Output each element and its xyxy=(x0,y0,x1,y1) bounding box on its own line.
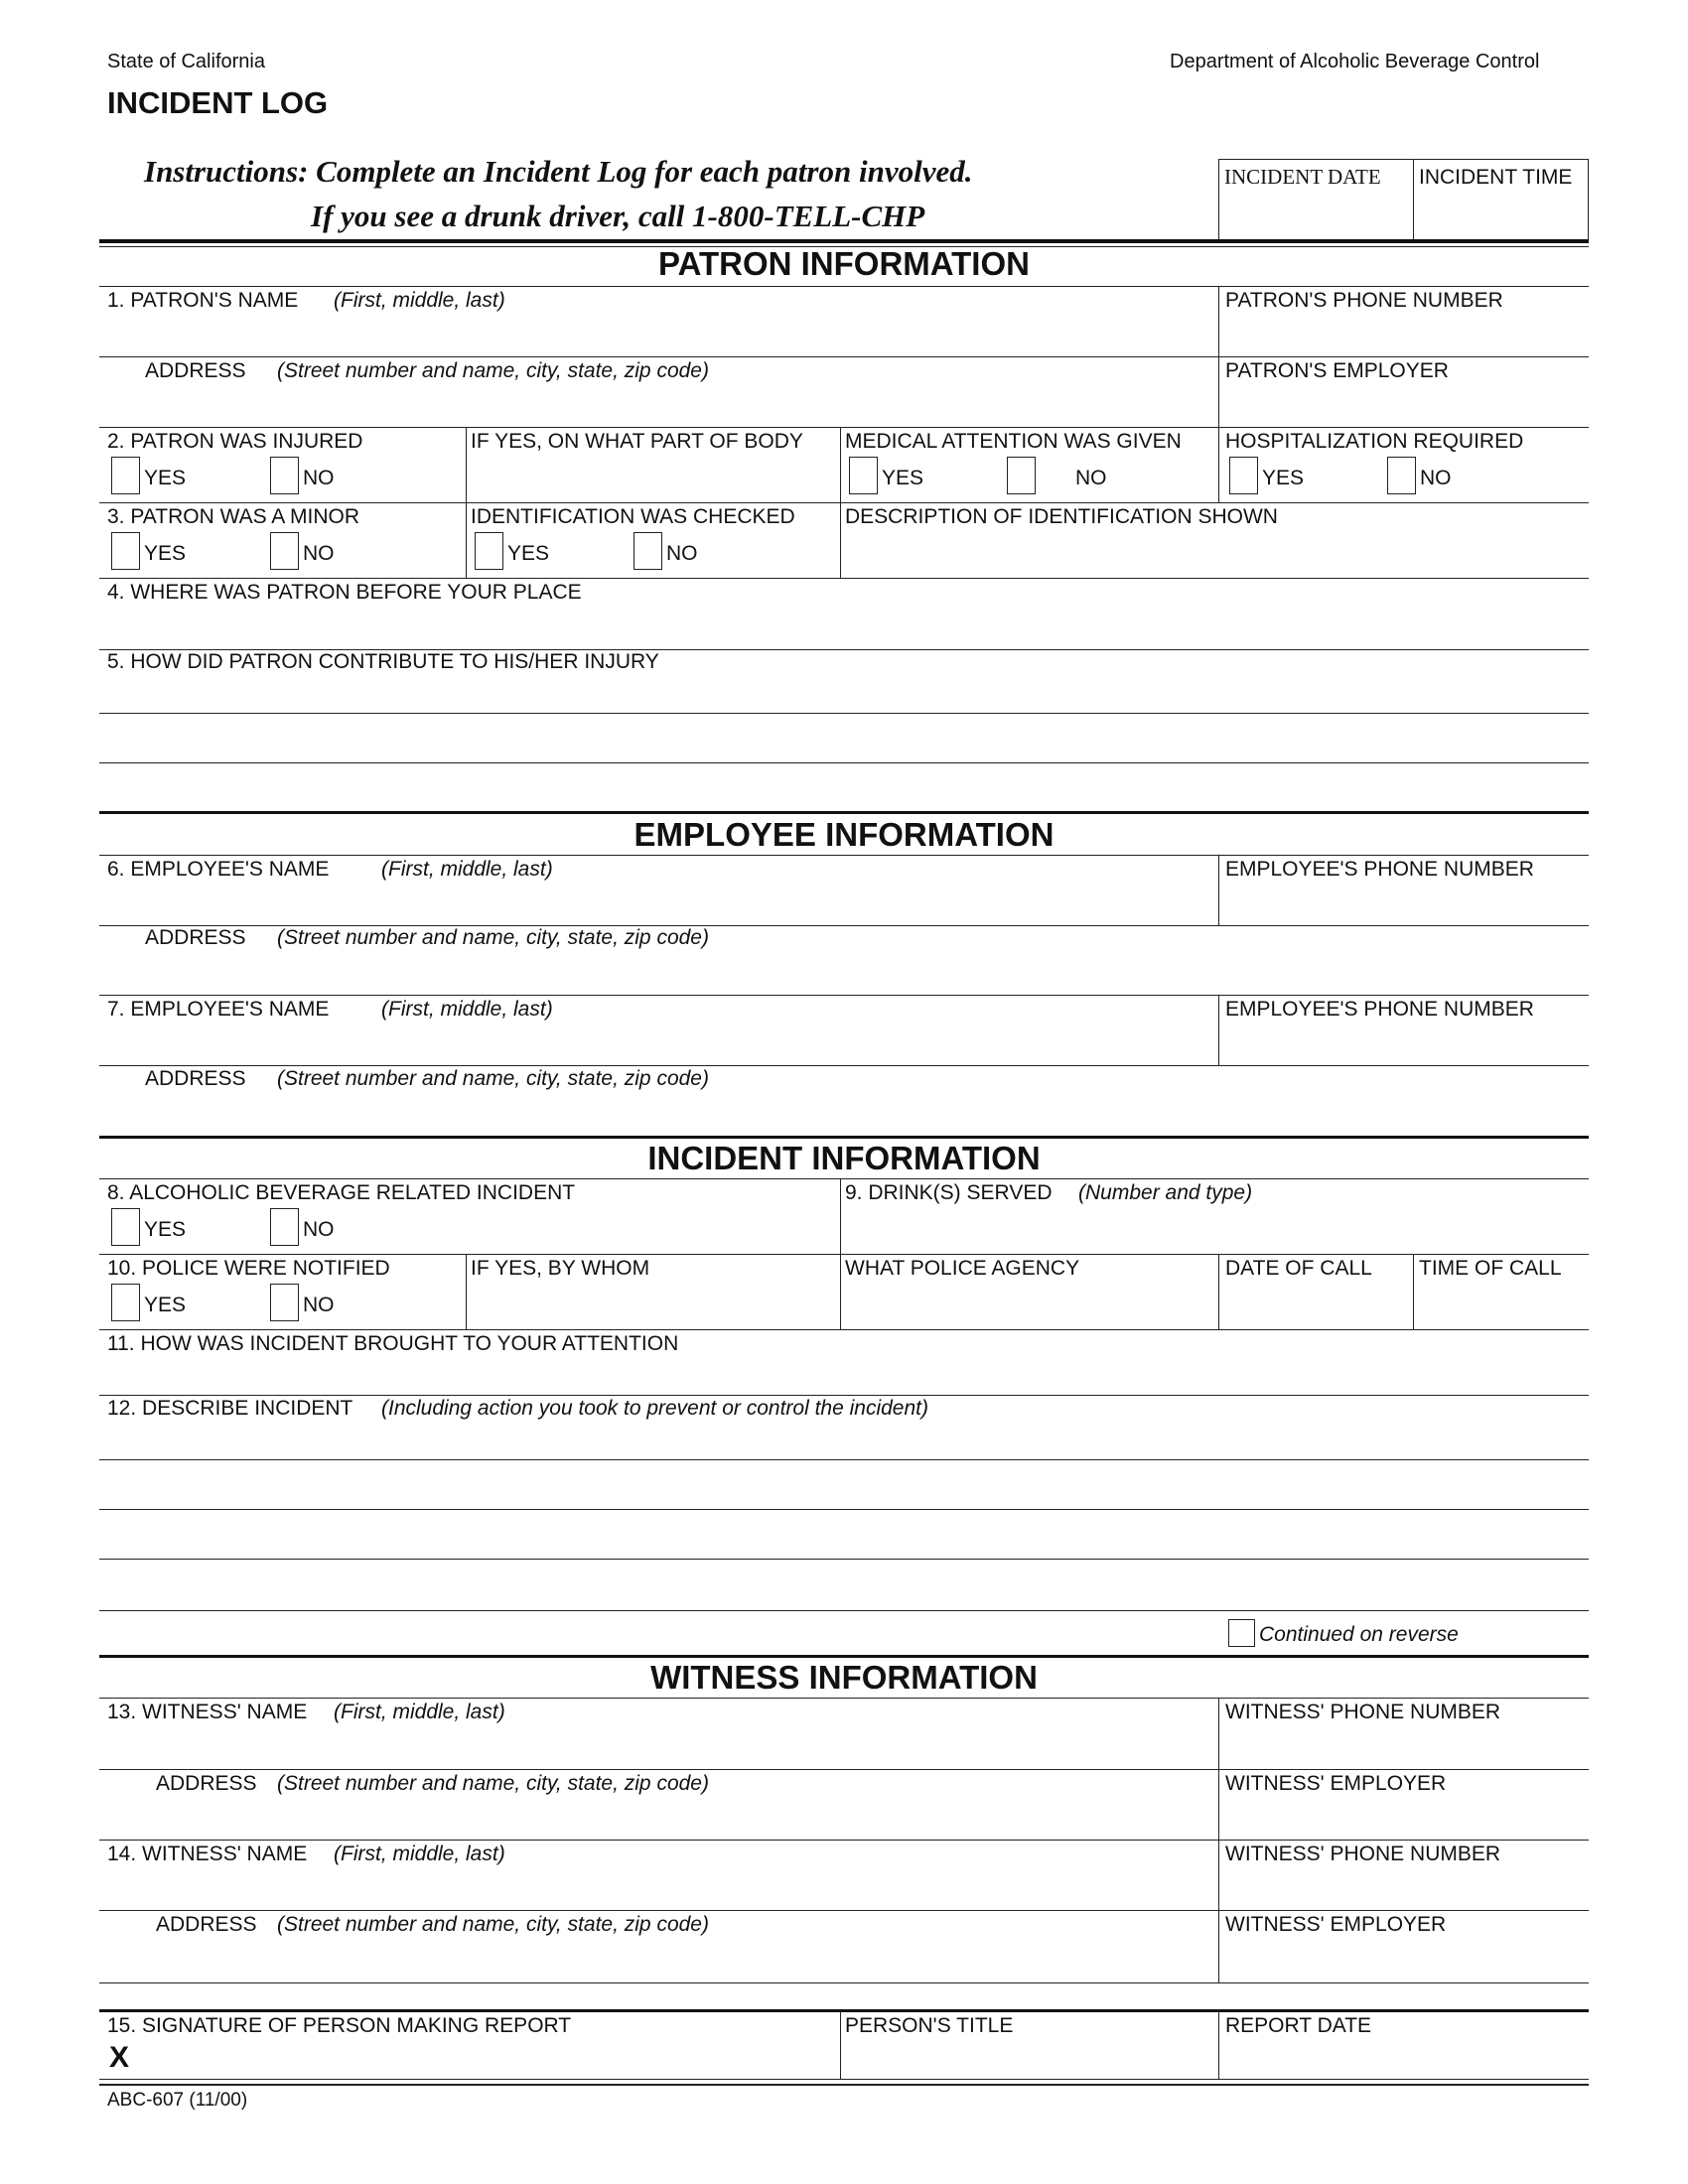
id-checked-label: IDENTIFICATION WAS CHECKED xyxy=(471,505,795,528)
witness2-address-hint: (Street number and name, city, state, zip code) xyxy=(277,1913,709,1936)
patron-injured-no-checkbox[interactable] xyxy=(270,457,299,494)
yes-label: YES xyxy=(144,467,187,489)
witness2-address-field[interactable] xyxy=(99,1938,1216,1979)
employee-section-heading: EMPLOYEE INFORMATION xyxy=(633,816,1055,853)
id-checked-no-checkbox[interactable] xyxy=(633,532,662,570)
hospital-no-checkbox[interactable] xyxy=(1387,457,1416,494)
continued-on-reverse-checkbox[interactable] xyxy=(1228,1619,1255,1647)
brought-attention-field[interactable] xyxy=(99,1357,1588,1393)
incident-time-label: INCIDENT TIME xyxy=(1419,166,1573,189)
police-no-checkbox[interactable] xyxy=(270,1284,299,1321)
hospitalization-label: HOSPITALIZATION REQUIRED xyxy=(1225,430,1524,453)
report-date-label: REPORT DATE xyxy=(1225,2014,1372,2037)
date-of-call-field[interactable] xyxy=(1220,1282,1411,1327)
employee2-phone-field[interactable] xyxy=(1220,1022,1588,1063)
describe-incident-label: 12. DESCRIBE INCIDENT xyxy=(107,1397,353,1420)
patron-injured-label: 2. PATRON WAS INJURED xyxy=(107,430,363,453)
patron-address-label: ADDRESS xyxy=(145,359,246,382)
patron-phone-label: PATRON'S PHONE NUMBER xyxy=(1225,289,1503,312)
patron-section-heading: PATRON INFORMATION xyxy=(658,245,1030,282)
section-rule xyxy=(99,1136,1589,1139)
witness2-name-hint: (First, middle, last) xyxy=(334,1843,505,1865)
incident-date-label: INCIDENT DATE xyxy=(1224,165,1381,189)
date-of-call-label: DATE OF CALL xyxy=(1225,1257,1372,1280)
id-description-field[interactable] xyxy=(842,530,1588,576)
section-rule xyxy=(99,2009,1589,2012)
employee2-address-label: ADDRESS xyxy=(145,1067,246,1090)
witness1-name-hint: (First, middle, last) xyxy=(334,1701,505,1723)
witness1-phone-field[interactable] xyxy=(1220,1725,1588,1767)
signature-label: 15. SIGNATURE OF PERSON MAKING REPORT xyxy=(107,2014,572,2037)
yes-label: YES xyxy=(507,542,550,565)
person-title-field[interactable] xyxy=(842,2039,1216,2077)
no-label: NO xyxy=(303,467,335,489)
patron-name-label: 1. PATRON'S NAME xyxy=(107,289,299,312)
employee2-address-hint: (Street number and name, city, state, zip code) xyxy=(277,1067,709,1090)
alcohol-related-label: 8. ALCOHOLIC BEVERAGE RELATED INCIDENT xyxy=(107,1181,576,1204)
alcohol-no-checkbox[interactable] xyxy=(270,1208,299,1246)
witness-section-heading: WITNESS INFORMATION xyxy=(650,1659,1038,1696)
witness1-address-field[interactable] xyxy=(99,1797,1216,1839)
witness2-address-label: ADDRESS xyxy=(156,1913,257,1936)
employee1-address-label: ADDRESS xyxy=(145,926,246,949)
witness2-employer-field[interactable] xyxy=(1220,1938,1588,1979)
police-notified-label: 10. POLICE WERE NOTIFIED xyxy=(107,1257,390,1280)
yes-label: YES xyxy=(882,467,924,489)
witness1-employer-label: WITNESS' EMPLOYER xyxy=(1225,1772,1447,1795)
form-title: INCIDENT LOG xyxy=(107,85,329,120)
no-label: NO xyxy=(1420,467,1452,489)
employee2-phone-label: EMPLOYEE'S PHONE NUMBER xyxy=(1225,998,1534,1021)
report-date-field[interactable] xyxy=(1220,2039,1588,2077)
employee2-name-field[interactable] xyxy=(99,1022,1216,1063)
yes-label: YES xyxy=(144,542,187,565)
medical-attention-label: MEDICAL ATTENTION WAS GIVEN xyxy=(845,430,1182,453)
patron-before-field[interactable] xyxy=(99,606,1588,647)
employee2-name-hint: (First, middle, last) xyxy=(381,998,553,1021)
patron-before-label: 4. WHERE WAS PATRON BEFORE YOUR PLACE xyxy=(107,581,582,604)
patron-employer-field[interactable] xyxy=(1220,383,1588,425)
employee1-name-field[interactable] xyxy=(99,882,1216,923)
witness1-address-label: ADDRESS xyxy=(156,1772,257,1795)
signature-x-mark: X xyxy=(109,2041,130,2074)
patron-address-hint: (Street number and name, city, state, zip code) xyxy=(277,359,709,382)
witness1-employer-field[interactable] xyxy=(1220,1797,1588,1839)
person-title-label: PERSON'S TITLE xyxy=(845,2014,1014,2037)
incident-section-heading: INCIDENT INFORMATION xyxy=(647,1140,1041,1176)
time-of-call-label: TIME OF CALL xyxy=(1419,1257,1562,1280)
continued-on-reverse-label: Continued on reverse xyxy=(1259,1623,1459,1646)
drinks-served-field[interactable] xyxy=(842,1206,1588,1252)
id-description-label: DESCRIPTION OF IDENTIFICATION SHOWN xyxy=(845,505,1278,528)
body-part-field[interactable] xyxy=(468,455,838,500)
police-yes-checkbox[interactable] xyxy=(111,1284,140,1321)
yes-label: YES xyxy=(144,1294,187,1316)
state-label: State of California xyxy=(107,51,265,72)
patron-name-field[interactable] xyxy=(99,313,1216,354)
employee2-name-label: 7. EMPLOYEE'S NAME xyxy=(107,998,330,1021)
body-part-label: IF YES, ON WHAT PART OF BODY xyxy=(471,430,803,453)
instructions-line2: If you see a drunk driver, call 1-800-TELL-CHP xyxy=(311,199,925,233)
form-number: ABC-607 (11/00) xyxy=(107,2090,248,2111)
patron-name-hint: (First, middle, last) xyxy=(334,289,505,312)
id-checked-yes-checkbox[interactable] xyxy=(475,532,503,570)
witness2-name-field[interactable] xyxy=(99,1866,1216,1908)
drinks-served-hint: (Number and type) xyxy=(1078,1181,1253,1204)
signature-field[interactable] xyxy=(139,2039,838,2077)
medical-no-checkbox[interactable] xyxy=(1007,457,1036,494)
by-whom-label: IF YES, BY WHOM xyxy=(471,1257,650,1280)
witness1-phone-label: WITNESS' PHONE NUMBER xyxy=(1225,1701,1501,1723)
employee1-name-hint: (First, middle, last) xyxy=(381,858,553,881)
patron-address-field[interactable] xyxy=(99,383,1216,425)
minor-yes-checkbox[interactable] xyxy=(111,532,140,570)
by-whom-field[interactable] xyxy=(468,1282,838,1327)
no-label: NO xyxy=(666,542,698,565)
witness2-phone-field[interactable] xyxy=(1220,1866,1588,1908)
describe-incident-hint: (Including action you took to prevent or control the incident) xyxy=(381,1397,928,1420)
witness2-phone-label: WITNESS' PHONE NUMBER xyxy=(1225,1843,1501,1865)
department-label: Department of Alcoholic Beverage Control xyxy=(1170,51,1540,72)
employee2-address-field[interactable] xyxy=(99,1092,1588,1134)
employee1-phone-field[interactable] xyxy=(1220,882,1588,923)
patron-employer-label: PATRON'S EMPLOYER xyxy=(1225,359,1449,382)
employee1-address-field[interactable] xyxy=(99,951,1588,993)
section-rule xyxy=(99,1655,1589,1658)
alcohol-yes-checkbox[interactable] xyxy=(111,1208,140,1246)
section-rule xyxy=(99,239,1589,243)
no-label: NO xyxy=(303,1218,335,1241)
patron-minor-label: 3. PATRON WAS A MINOR xyxy=(107,505,359,528)
medical-yes-checkbox[interactable] xyxy=(849,457,878,494)
employee1-address-hint: (Street number and name, city, state, zip code) xyxy=(277,926,709,949)
yes-label: YES xyxy=(1262,467,1305,489)
hospital-yes-checkbox[interactable] xyxy=(1229,457,1258,494)
yes-label: YES xyxy=(144,1218,187,1241)
police-agency-label: WHAT POLICE AGENCY xyxy=(845,1257,1080,1280)
witness1-name-label: 13. WITNESS' NAME xyxy=(107,1701,308,1723)
employee1-phone-label: EMPLOYEE'S PHONE NUMBER xyxy=(1225,858,1534,881)
patron-injured-yes-checkbox[interactable] xyxy=(111,457,140,494)
police-agency-field[interactable] xyxy=(842,1282,1216,1327)
minor-no-checkbox[interactable] xyxy=(270,532,299,570)
witness2-employer-label: WITNESS' EMPLOYER xyxy=(1225,1913,1447,1936)
time-of-call-field[interactable] xyxy=(1415,1282,1588,1327)
patron-contribute-field[interactable] xyxy=(99,675,1588,809)
no-label: NO xyxy=(303,1294,335,1316)
incident-date-field[interactable] xyxy=(1220,194,1411,237)
drinks-served-label: 9. DRINK(S) SERVED xyxy=(845,1181,1053,1204)
witness1-address-hint: (Street number and name, city, state, zip code) xyxy=(277,1772,709,1795)
no-label: NO xyxy=(303,542,335,565)
no-label: NO xyxy=(1075,467,1107,489)
witness2-name-label: 14. WITNESS' NAME xyxy=(107,1843,308,1865)
brought-attention-label: 11. HOW WAS INCIDENT BROUGHT TO YOUR ATTENTION xyxy=(107,1332,679,1355)
patron-contribute-label: 5. HOW DID PATRON CONTRIBUTE TO HIS/HER INJURY xyxy=(107,650,659,673)
section-rule xyxy=(99,811,1589,814)
employee1-name-label: 6. EMPLOYEE'S NAME xyxy=(107,858,330,881)
patron-phone-field[interactable] xyxy=(1220,313,1588,354)
instructions-line1: Instructions: Complete an Incident Log for each patron involved. xyxy=(144,154,973,189)
witness1-name-field[interactable] xyxy=(99,1725,1216,1767)
describe-incident-field[interactable] xyxy=(99,1422,1588,1610)
incident-time-field[interactable] xyxy=(1415,194,1586,237)
